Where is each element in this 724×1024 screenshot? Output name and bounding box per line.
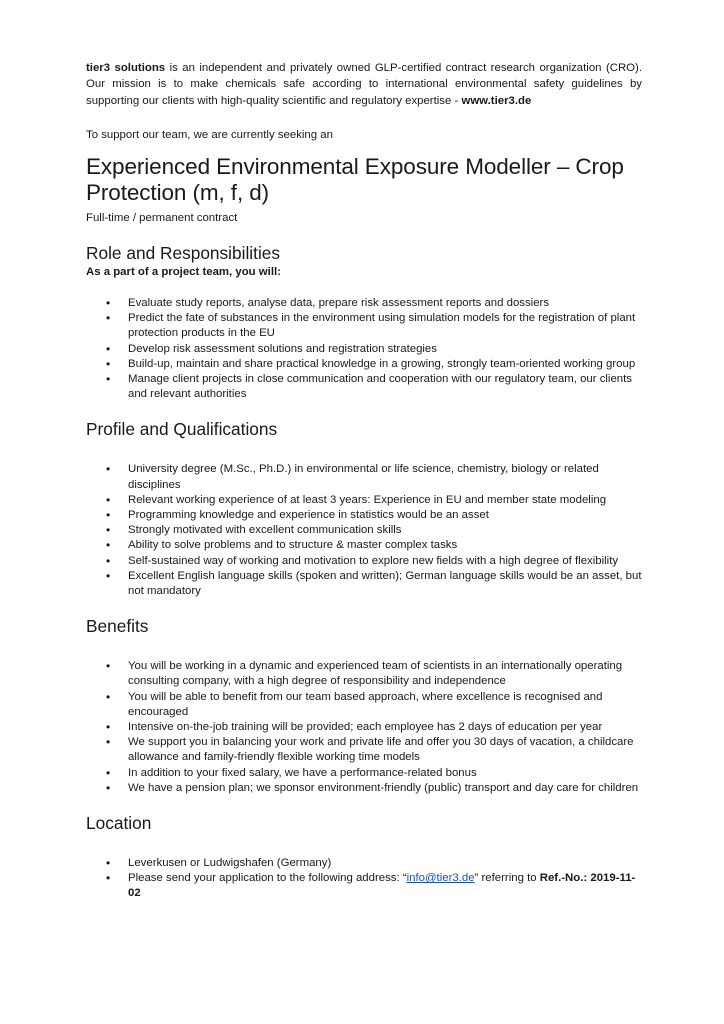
list-item: • In addition to your fixed salary, we have a performance-related bonus <box>86 766 642 781</box>
list-item: • Relevant working experience of at least 3 years: Experience in EU and member state modeling <box>86 493 642 508</box>
intro-paragraph <box>86 60 642 109</box>
location-list <box>86 856 642 902</box>
heading-benefits: Benefits <box>86 616 149 637</box>
list-item: • You will be able to benefit from our team based approach, where excellence is recognised and encouraged <box>86 690 642 720</box>
list-item: • Ability to solve problems and to structure & master complex tasks <box>86 538 642 553</box>
list-item: • Strongly motivated with excellent communication skills <box>86 523 642 538</box>
heading-profile: Profile and Qualifications <box>86 419 278 440</box>
list-item: • Self-sustained way of working and motivation to explore new fields with a high degree of flexibility <box>86 554 642 569</box>
intro-text: is an independent and privately owned GLP-certified contract research organization (CRO). Our mission is to make chemicals safe according to international environmental safety guidelines by supporting our clients with high-quality scientific and regulatory expertise - <box>86 62 643 107</box>
heading-location: Location <box>86 812 152 833</box>
role-lead: As a part of a project team, you will: <box>86 265 281 278</box>
list-item: • Intensive on-the-job training will be provided; each employee has 2 days of education per year <box>86 720 642 735</box>
role-list <box>86 296 642 402</box>
list-item: • We have a pension plan; we sponsor environment-friendly (public) transport and day care for children <box>86 781 642 796</box>
company-website: www.tier3.de <box>461 94 532 107</box>
heading-role: Role and Responsibilities <box>86 242 281 263</box>
job-posting <box>86 60 642 902</box>
benefits-list <box>86 659 642 796</box>
seeking-line: To support our team, we are currently seeking an <box>86 128 333 141</box>
list-item: • Build-up, maintain and share practical knowledge in a growing, strongly team-oriented working group <box>86 357 642 372</box>
list-item: • Predict the fate of substances in the environment using simulation models for the registration of plant protection products in the EU <box>86 311 642 341</box>
contract-type: Full-time / permanent contract <box>86 211 238 224</box>
list-item: • Leverkusen or Ludwigshafen (Germany) <box>86 856 642 871</box>
list-item: • University degree (M.Sc., Ph.D.) in environmental or life science, chemistry, biology or related disciplines <box>86 462 642 492</box>
list-item: • Evaluate study reports, analyse data, prepare risk assessment reports and dossiers <box>86 296 642 311</box>
email-link[interactable]: info@tier3.de <box>406 872 475 885</box>
apply-prefix: Please send your application to the following address: “ <box>128 872 407 885</box>
job-title: Experienced Environmental Exposure Modeller – Crop Protection (m, f, d) <box>86 153 624 205</box>
profile-list <box>86 462 642 599</box>
company-name: tier3 solutions <box>86 62 166 74</box>
list-item: • Manage client projects in close communication and cooperation with our regulatory team, our clients and relevant authorities <box>86 372 642 402</box>
reference-number: Ref.-No.: 2019-11-02 <box>128 872 636 900</box>
apply-mid: ” referring to <box>474 872 540 885</box>
list-item: • Develop risk assessment solutions and registration strategies <box>86 342 642 357</box>
list-item: • Excellent English language skills (spoken and written); German language skills would be an asset, but not mandatory <box>86 569 642 599</box>
list-item: • We support you in balancing your work and private life and offer you 30 days of vacation, a childcare allowance and family-friendly flexible working time models <box>86 735 642 765</box>
application-item <box>86 871 642 901</box>
list-item: • You will be working in a dynamic and experienced team of scientists in an internationally operating consulting company, with a high degree of responsibility and independence <box>86 659 642 689</box>
list-item: • Programming knowledge and experience in statistics would be an asset <box>86 508 642 523</box>
